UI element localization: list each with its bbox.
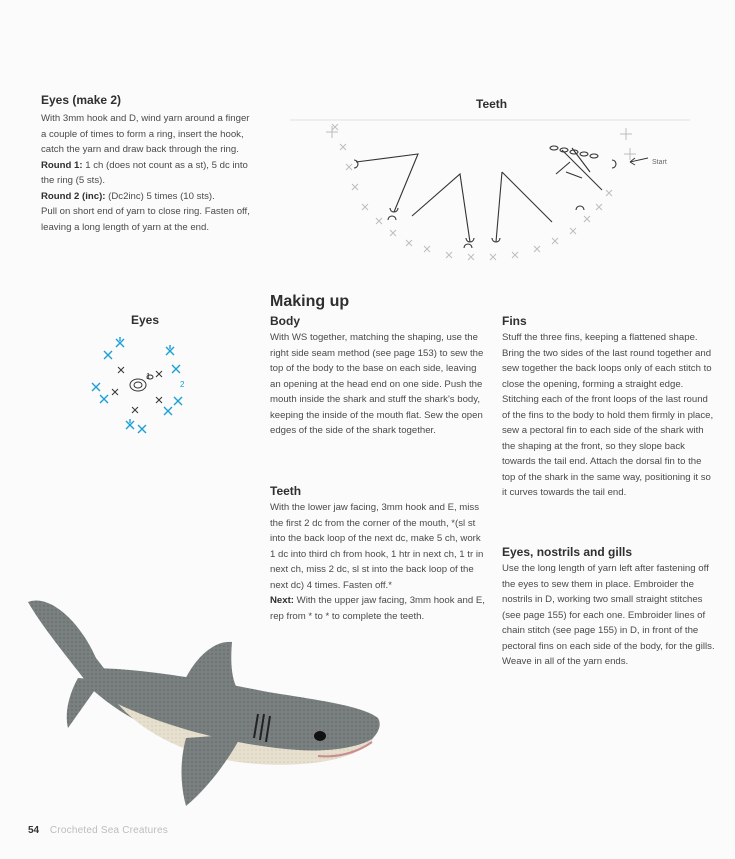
- eyes-chart-diagram: [88, 333, 200, 443]
- making-up-heading: Making up: [270, 293, 350, 310]
- eyes-make-text: [41, 111, 256, 235]
- eyes-label-2: 2: [180, 380, 185, 389]
- page-number: 54: [28, 825, 40, 836]
- teeth-next-label: Next:: [270, 595, 294, 606]
- eyes-diagram-title: Eyes: [131, 313, 160, 327]
- eyes-round1-stitches: [112, 367, 162, 413]
- round2-text: (Dc2inc) 5 times (10 sts).: [105, 190, 215, 202]
- eyes-nostrils-gills-section: [502, 545, 717, 670]
- shark-eye: [314, 731, 326, 741]
- shark-pectoral-fin: [182, 734, 243, 806]
- eyes-label-1: 1: [146, 372, 151, 381]
- teeth-start-label: Start: [652, 159, 667, 166]
- fins-heading: Fins: [502, 314, 527, 328]
- eyes-finish: Pull on short end of yarn to close ring. Fasten off, leaving a long length of yarn at the end.: [41, 206, 250, 233]
- eyes-intro: With 3mm hook and D, wind yarn around a finger a couple of times to form a ring, insert the hook, catch the yarn and draw back through the ring.: [41, 113, 250, 155]
- page-footer: [28, 825, 168, 836]
- book-title: Crocheted Sea Creatures: [49, 825, 168, 836]
- teeth-chart-diagram: [290, 112, 690, 272]
- body-heading: Body: [270, 314, 300, 328]
- teeth-instructions: With the lower jaw facing, 3mm hook and E, miss the first 2 dc from the corner of the mouth, *(sl st into the back loop of the next dc, make 5 ch, work 1 dc into third ch from hook, 1 htr in next ch, 1 tr in next ch, miss 2 dc, sl st into the back loop of the next dc) 4 times. Fasten off.*: [270, 502, 484, 591]
- crochet-shark-photo: [18, 588, 388, 813]
- teeth-points: [354, 146, 648, 248]
- teeth-base-stitches: [326, 124, 636, 260]
- eyes-round2-stitches: [92, 337, 182, 433]
- round1-text: 1 ch (does not count as a st), 5 dc into the ring (5 sts).: [41, 159, 248, 186]
- shark-dorsal-fin: [182, 642, 240, 692]
- body-section: [270, 314, 485, 439]
- magic-ring-icon: [130, 379, 146, 391]
- round2-label: Round 2 (inc):: [41, 190, 106, 202]
- fins-text: Stuff the three fins, keeping a flattened shape. Bring the two sides of the last round together and sew together the back loops only of each stitch to close the opening, forming a straight edge. Stitching each of the front loops of the last round of the fins to the body to hold them firmly in place, sew a pectoral fin to each side of the shark with the shaping at the front, so they slope back towards the tail end. Attach the dorsal fin to the top of the shark in the same way, positioning it so it curves towards the tail end.: [502, 332, 714, 498]
- teeth-next-text: With the upper jaw facing, 3mm hook and E, rep from * to * to complete the teeth.: [270, 595, 485, 622]
- eyes-make-heading: Eyes (make 2): [41, 93, 122, 107]
- teeth-heading: Teeth: [270, 484, 302, 498]
- eyes-nostrils-gills-heading: Eyes, nostrils and gills: [502, 545, 633, 559]
- fins-section: [502, 314, 717, 501]
- round1-label: Round 1:: [41, 159, 83, 171]
- body-text: With WS together, matching the shaping, use the right side seam method (see page 153) to sew the top of the body to the base on each side, leaving an opening at the head end on one side. Push the mouth inside the shark and stuff the shark's body, keeping the inside of the mouth flat. Sew the open edges of the side of the shark together.: [270, 332, 484, 436]
- teeth-diagram-title: Teeth: [476, 97, 508, 111]
- eyes-instructions: [41, 93, 256, 235]
- eyes-nostrils-gills-text: Use the long length of yarn left after fastening off the eyes to sew them in place. Embroider the nostrils in D, working two small straight stitches (see page 155) for each one. Embroider lines of chain stitch (see page 155) in D, in front of the pectoral fins on each side of the body, for the gills. Weave in all of the yarn ends.: [502, 563, 715, 667]
